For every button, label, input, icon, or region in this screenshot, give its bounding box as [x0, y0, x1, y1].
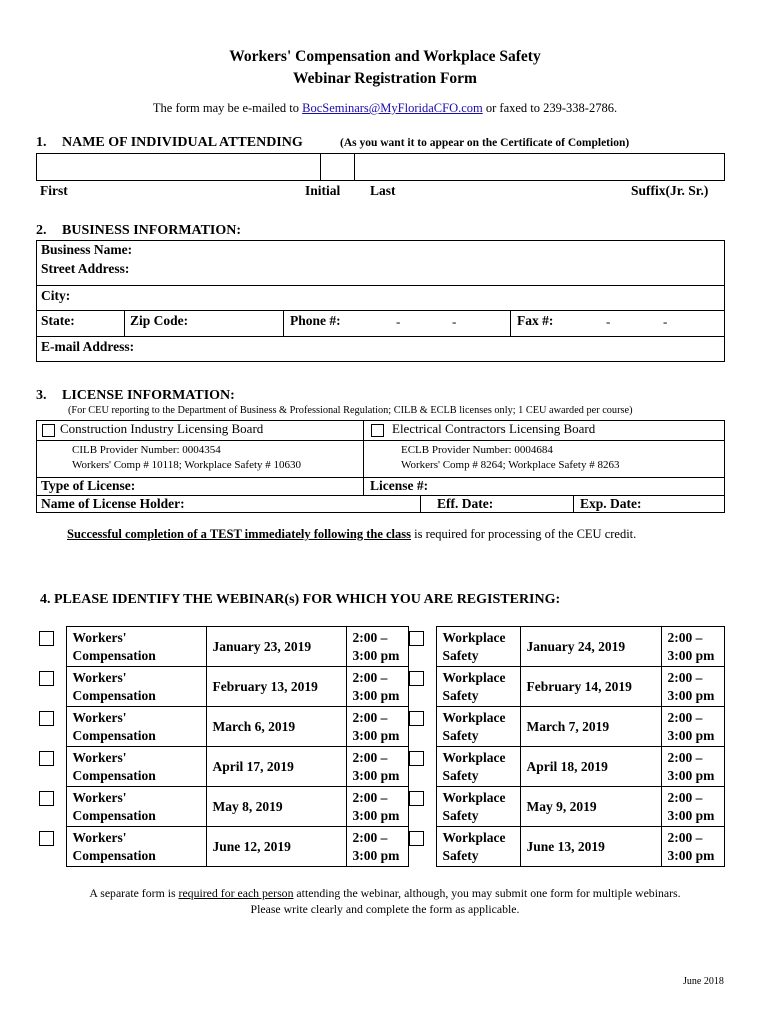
eclb-checkbox[interactable]: [371, 424, 384, 437]
date-cell: February 14, 2019: [520, 667, 661, 707]
checkbox-cell: [406, 627, 436, 667]
course-name-line1: Workers': [72, 630, 127, 645]
checkbox-cell: [36, 747, 66, 787]
time-line1: 2:00 –: [352, 830, 388, 845]
course-name-line2: Compensation: [72, 767, 156, 783]
course-name-line1: Workers': [72, 790, 127, 805]
divider: [36, 285, 725, 286]
date-cell: April 18, 2019: [520, 747, 661, 787]
course-name-line2: Compensation: [72, 847, 156, 863]
type-of-license-field[interactable]: Type of License:: [41, 478, 136, 493]
course-cell: [66, 747, 206, 787]
time-line2: 3:00 pm: [667, 647, 715, 663]
city-field[interactable]: City:: [41, 288, 71, 303]
ws-webinar-row: [406, 627, 724, 667]
course-name-line1: Workplace: [442, 750, 506, 765]
time-line2: 3:00 pm: [352, 767, 400, 783]
course-name-line2: Safety: [442, 847, 479, 863]
ws-webinar-checkbox[interactable]: [409, 751, 424, 766]
course-cell: [66, 827, 206, 867]
time-cell: [346, 707, 408, 747]
checkbox-cell: [36, 707, 66, 747]
license-number-field[interactable]: License #:: [370, 478, 429, 493]
wc-webinar-row: [36, 787, 408, 827]
eclb-comp-numbers: Workers' Comp # 8264; Workplace Safety # 8263: [401, 459, 620, 471]
last-name-label: Last: [370, 183, 396, 198]
course-cell: [436, 707, 520, 747]
cilb-provider: CILB Provider Number: 0004354: [72, 444, 221, 456]
course-cell: [66, 787, 206, 827]
divider: [36, 440, 725, 441]
time-line2: 3:00 pm: [667, 727, 715, 743]
form-title-line2: Webinar Registration Form: [293, 70, 477, 87]
section3-heading: LICENSE INFORMATION:: [62, 388, 235, 403]
wc-webinar-checkbox[interactable]: [39, 791, 54, 806]
wc-webinar-checkbox[interactable]: [39, 711, 54, 726]
ws-webinar-row: [406, 787, 724, 827]
form-title-line1: Workers' Compensation and Workplace Safety: [229, 48, 541, 65]
checkbox-cell: [36, 787, 66, 827]
revision-date: June 2018: [683, 976, 724, 987]
wc-webinar-row: [36, 707, 408, 747]
course-cell: [436, 667, 520, 707]
section4-heading: 4. PLEASE IDENTIFY THE WEBINAR(s) FOR WHICH YOU ARE REGISTERING:: [40, 592, 561, 607]
course-name-line1: Workers': [72, 710, 127, 725]
course-name-line2: Compensation: [72, 687, 156, 703]
ws-webinar-table: [406, 626, 725, 867]
section1-heading: NAME OF INDIVIDUAL ATTENDING: [62, 135, 303, 150]
exp-date-field[interactable]: Exp. Date:: [580, 496, 642, 511]
course-cell: [436, 787, 520, 827]
ws-webinar-checkbox[interactable]: [409, 711, 424, 726]
time-cell: [346, 667, 408, 707]
course-name-line2: Safety: [442, 647, 479, 663]
initial-label: Initial: [305, 183, 341, 198]
ws-webinar-checkbox[interactable]: [409, 631, 424, 646]
course-name-line1: Workplace: [442, 670, 506, 685]
course-name-line1: Workers': [72, 670, 127, 685]
date-cell: May 9, 2019: [520, 787, 661, 827]
email-address-field[interactable]: E-mail Address:: [41, 339, 135, 354]
section1-number: 1.: [36, 135, 47, 150]
time-line1: 2:00 –: [352, 630, 388, 645]
time-line2: 3:00 pm: [667, 687, 715, 703]
intro-text: The form may be e-mailed to BocSeminars@MyFloridaCFO.com or faxed to 239-338-2786.: [152, 101, 618, 115]
time-line2: 3:00 pm: [667, 767, 715, 783]
time-line1: 2:00 –: [667, 630, 703, 645]
checkbox-cell: [36, 667, 66, 707]
time-line2: 3:00 pm: [352, 687, 400, 703]
divider: [354, 153, 355, 181]
eclb-label: Electrical Contractors Licensing Board: [392, 421, 596, 436]
ws-webinar-row: [406, 827, 724, 867]
name-field-box[interactable]: [36, 153, 725, 181]
fax-field[interactable]: Fax #:: [517, 313, 554, 328]
phone-dash: -: [396, 314, 401, 329]
date-cell: March 7, 2019: [520, 707, 661, 747]
time-cell: [346, 747, 408, 787]
wc-webinar-checkbox[interactable]: [39, 631, 54, 646]
course-cell: [66, 707, 206, 747]
course-cell: [66, 667, 206, 707]
date-cell: March 6, 2019: [206, 707, 346, 747]
phone-dash: -: [452, 314, 457, 329]
ws-webinar-row: [406, 667, 724, 707]
business-info-box: [36, 240, 725, 362]
footer-note: A separate form is required for each person attending the webinar, although, you may submit one form for multiple webinars. Please write clearly and complete the form as applicable.: [89, 886, 681, 916]
time-line2: 3:00 pm: [352, 807, 400, 823]
checkbox-cell: [36, 627, 66, 667]
time-line2: 3:00 pm: [352, 847, 400, 863]
divider: [36, 336, 725, 337]
time-line1: 2:00 –: [352, 790, 388, 805]
divider: [510, 310, 511, 336]
zip-code-field[interactable]: Zip Code:: [130, 313, 189, 328]
date-cell: May 8, 2019: [206, 787, 346, 827]
email-link[interactable]: BocSeminars@MyFloridaCFO.com: [302, 101, 483, 115]
time-line1: 2:00 –: [667, 790, 703, 805]
section2-number: 2.: [36, 223, 47, 238]
cilb-checkbox[interactable]: [42, 424, 55, 437]
wc-webinar-table: [36, 626, 409, 867]
fax-dash: -: [606, 314, 611, 329]
section1-note: (As you want it to appear on the Certificate of Completion): [340, 137, 630, 149]
checkbox-cell: [36, 827, 66, 867]
course-name-line1: Workers': [72, 830, 127, 845]
suffix-label: Suffix(Jr. Sr.): [631, 183, 709, 198]
divider: [573, 495, 574, 513]
time-cell: [346, 627, 408, 667]
ws-webinar-checkbox[interactable]: [409, 791, 424, 806]
fax-dash: -: [663, 314, 668, 329]
date-cell: April 17, 2019: [206, 747, 346, 787]
course-name-line1: Workplace: [442, 630, 506, 645]
date-cell: February 13, 2019: [206, 667, 346, 707]
time-line1: 2:00 –: [667, 830, 703, 845]
checkbox-cell: [406, 787, 436, 827]
section3-note: (For CEU reporting to the Department of Business & Professional Regulation; CILB & ECLB licenses only; 1 CEU awarded per course): [68, 405, 633, 416]
course-name-line1: Workers': [72, 750, 127, 765]
course-name-line2: Safety: [442, 687, 479, 703]
ws-webinar-checkbox[interactable]: [409, 831, 424, 846]
time-cell: [661, 667, 724, 707]
course-name-line2: Safety: [442, 807, 479, 823]
course-name-line2: Safety: [442, 727, 479, 743]
course-cell: [436, 747, 520, 787]
time-cell: [661, 747, 724, 787]
divider: [283, 310, 284, 336]
course-name-line2: Compensation: [72, 807, 156, 823]
time-line2: 3:00 pm: [352, 647, 400, 663]
course-cell: [66, 627, 206, 667]
wc-webinar-checkbox[interactable]: [39, 831, 54, 846]
date-cell: June 13, 2019: [520, 827, 661, 867]
checkbox-cell: [406, 667, 436, 707]
time-cell: [661, 787, 724, 827]
ws-webinar-row: [406, 707, 724, 747]
time-cell: [346, 787, 408, 827]
wc-webinar-row: [36, 627, 408, 667]
eclb-provider: ECLB Provider Number: 0004684: [401, 444, 553, 456]
wc-webinar-checkbox[interactable]: [39, 751, 54, 766]
date-cell: June 12, 2019: [206, 827, 346, 867]
phone-field[interactable]: Phone #:: [290, 313, 341, 328]
checkbox-cell: [406, 707, 436, 747]
divider: [320, 153, 321, 181]
wc-webinar-checkbox[interactable]: [39, 671, 54, 686]
time-line2: 3:00 pm: [667, 807, 715, 823]
test-requirement-note: Successful completion of a TEST immediately following the class is required for processing of the CEU credit.: [67, 527, 637, 541]
time-line1: 2:00 –: [667, 750, 703, 765]
license-holder-field[interactable]: Name of License Holder:: [41, 496, 185, 511]
checkbox-cell: [406, 747, 436, 787]
time-line1: 2:00 –: [667, 710, 703, 725]
course-cell: [436, 827, 520, 867]
ws-webinar-row: [406, 747, 724, 787]
wc-webinar-row: [36, 667, 408, 707]
time-cell: [661, 627, 724, 667]
course-name-line2: Compensation: [72, 727, 156, 743]
cilb-comp-numbers: Workers' Comp # 10118; Workplace Safety # 10630: [72, 459, 302, 471]
section3-number: 3.: [36, 388, 47, 403]
time-cell: [661, 827, 724, 867]
time-line1: 2:00 –: [352, 670, 388, 685]
time-cell: [661, 707, 724, 747]
time-line2: 3:00 pm: [667, 847, 715, 863]
course-name-line2: Compensation: [72, 647, 156, 663]
eff-date-field[interactable]: Eff. Date:: [437, 496, 494, 511]
divider: [124, 310, 125, 336]
section2-heading: BUSINESS INFORMATION:: [62, 223, 242, 238]
time-line1: 2:00 –: [667, 670, 703, 685]
state-field[interactable]: State:: [41, 313, 75, 328]
divider: [36, 310, 725, 311]
divider: [363, 420, 364, 495]
time-cell: [346, 827, 408, 867]
time-line1: 2:00 –: [352, 710, 388, 725]
time-line1: 2:00 –: [352, 750, 388, 765]
wc-webinar-row: [36, 827, 408, 867]
course-name-line1: Workplace: [442, 790, 506, 805]
cilb-label: Construction Industry Licensing Board: [60, 421, 264, 436]
business-name-field[interactable]: Business Name:: [41, 242, 133, 257]
course-name-line1: Workplace: [442, 710, 506, 725]
date-cell: January 24, 2019: [520, 627, 661, 667]
course-name-line1: Workplace: [442, 830, 506, 845]
time-line2: 3:00 pm: [352, 727, 400, 743]
course-name-line2: Safety: [442, 767, 479, 783]
course-cell: [436, 627, 520, 667]
date-cell: January 23, 2019: [206, 627, 346, 667]
first-name-label: First: [40, 183, 68, 198]
wc-webinar-row: [36, 747, 408, 787]
ws-webinar-checkbox[interactable]: [409, 671, 424, 686]
divider: [420, 495, 421, 513]
checkbox-cell: [406, 827, 436, 867]
street-address-field[interactable]: Street Address:: [41, 261, 130, 276]
